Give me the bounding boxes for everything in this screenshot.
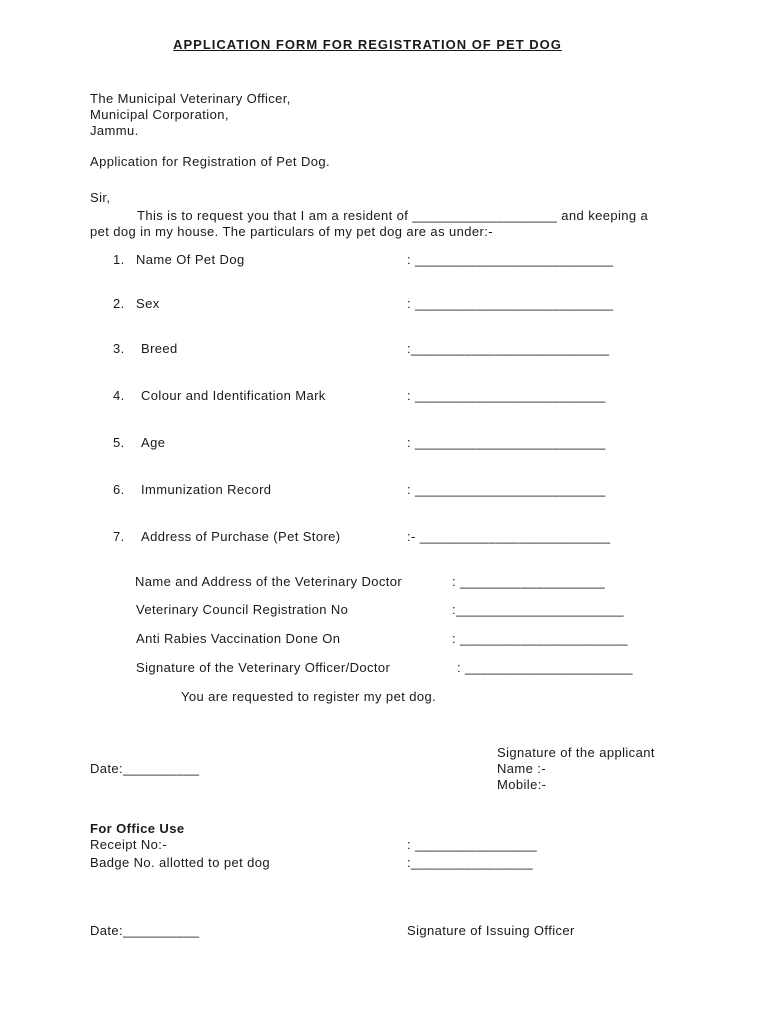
receipt-label: Receipt No:- <box>90 837 168 852</box>
item-label-purchase-address: Address of Purchase (Pet Store) <box>141 529 341 544</box>
vet-blank-signature: : ______________________ <box>457 660 633 675</box>
applicant-signature-label: Signature of the applicant <box>497 745 655 760</box>
item-number: 2. <box>113 296 125 311</box>
vet-label-signature: Signature of the Veterinary Officer/Doctor <box>136 660 391 675</box>
item-blank-name: : __________________________ <box>407 252 614 267</box>
item-number: 3. <box>113 341 125 356</box>
item-number: 7. <box>113 529 125 544</box>
applicant-name-label: Name :- <box>497 761 547 776</box>
item-blank-breed: :__________________________ <box>407 341 610 356</box>
vet-blank-name-address: : ___________________ <box>452 574 605 589</box>
vet-blank-vaccination: : ______________________ <box>452 631 628 646</box>
issuing-officer-signature-label: Signature of Issuing Officer <box>407 923 575 938</box>
request-line: You are requested to register my pet dog. <box>181 689 437 704</box>
item-label-immunization: Immunization Record <box>141 482 272 497</box>
intro-line-1: This is to request you that I am a resident of ___________________ and keeping a <box>137 208 649 223</box>
subject-line: Application for Registration of Pet Dog. <box>90 154 331 169</box>
item-blank-colour: : _________________________ <box>407 388 606 403</box>
vet-label-council-reg: Veterinary Council Registration No <box>136 602 349 617</box>
address-line-2: Municipal Corporation, <box>90 107 229 122</box>
item-number: 5. <box>113 435 125 450</box>
item-label-colour: Colour and Identification Mark <box>141 388 326 403</box>
salutation: Sir, <box>90 190 111 205</box>
item-blank-sex: : __________________________ <box>407 296 614 311</box>
item-number: 6. <box>113 482 125 497</box>
vet-label-name-address: Name and Address of the Veterinary Doctor <box>135 574 403 589</box>
date-field-2: Date:__________ <box>90 923 200 938</box>
item-number: 4. <box>113 388 125 403</box>
item-label-name: Name Of Pet Dog <box>136 252 245 267</box>
item-label-age: Age <box>141 435 166 450</box>
receipt-blank: : ________________ <box>407 837 538 852</box>
item-label-sex: Sex <box>136 296 160 311</box>
form-title: APPLICATION FORM FOR REGISTRATION OF PET DOG <box>173 37 562 52</box>
address-line-1: The Municipal Veterinary Officer, <box>90 91 291 106</box>
item-blank-purchase-address: :- _________________________ <box>407 529 611 544</box>
address-line-3: Jammu. <box>90 123 139 138</box>
office-use-heading: For Office Use <box>90 821 185 836</box>
item-blank-immunization: : _________________________ <box>407 482 606 497</box>
applicant-mobile-label: Mobile:- <box>497 777 547 792</box>
intro-line-2: pet dog in my house. The particulars of my pet dog are as under:- <box>90 224 493 239</box>
item-blank-age: : _________________________ <box>407 435 606 450</box>
date-field-1: Date:__________ <box>90 761 200 776</box>
item-label-breed: Breed <box>141 341 178 356</box>
badge-blank: :________________ <box>407 855 534 870</box>
item-number: 1. <box>113 252 125 267</box>
vet-blank-council-reg: :______________________ <box>452 602 624 617</box>
vet-label-vaccination: Anti Rabies Vaccination Done On <box>136 631 341 646</box>
badge-label: Badge No. allotted to pet dog <box>90 855 271 870</box>
